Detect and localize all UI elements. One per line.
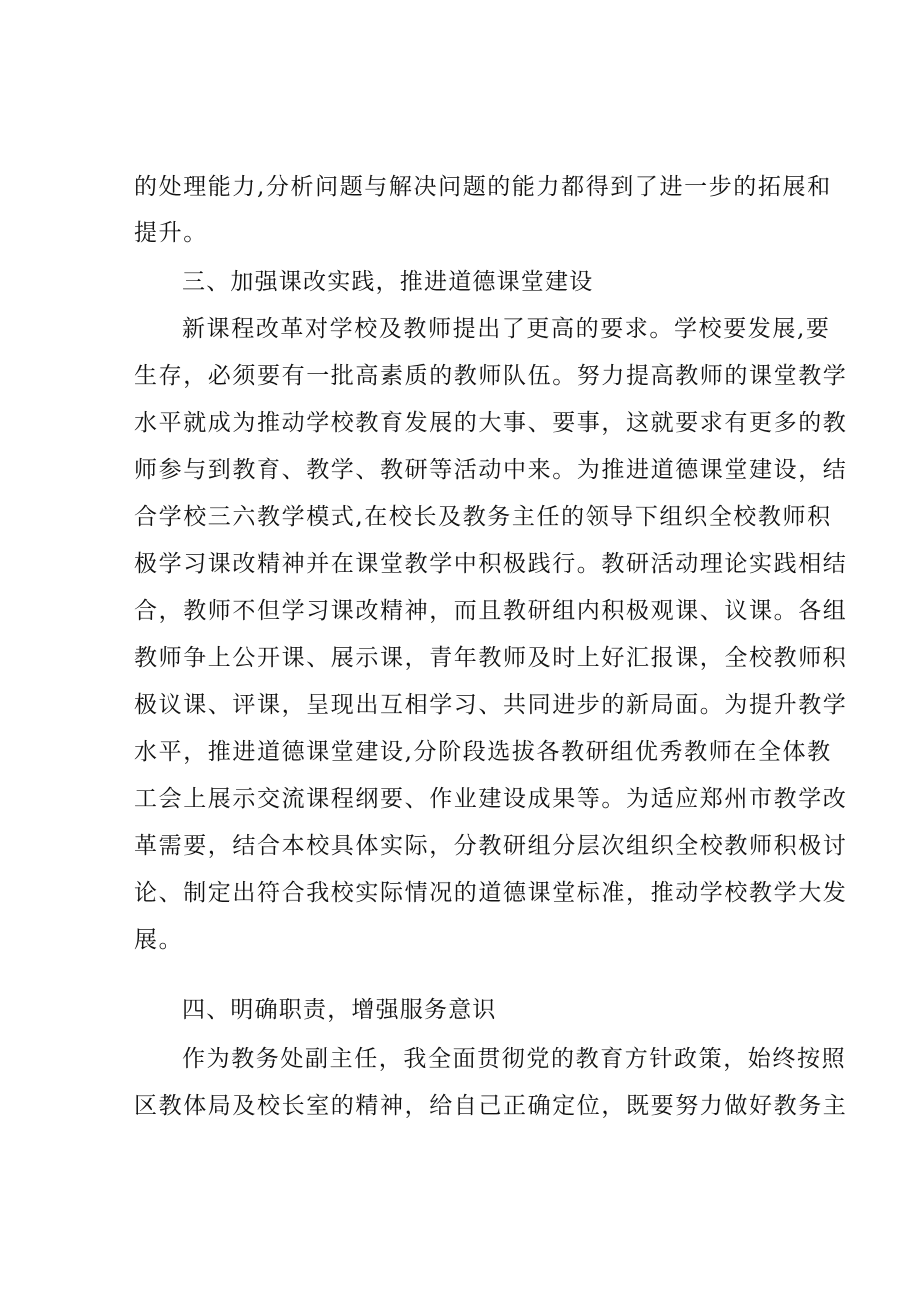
paragraph-line: 极学习课改精神并在课堂教学中积极践行。教研活动理论实践相结	[134, 551, 848, 577]
paragraph-line: 师参与到教育、教学、教研等活动中来。为推进道德课堂建设，结	[134, 457, 848, 483]
paragraph-line: 提升。	[134, 220, 208, 246]
paragraph-line: 极议课、评课，呈现出互相学习、共同进步的新局面。为提升教学	[134, 692, 848, 718]
paragraph-line: 教师争上公开课、展示课，青年教师及时上好汇报课，全校教师积	[134, 645, 848, 671]
paragraph-line: 展。	[134, 927, 184, 953]
paragraph-line: 水平，推进道德课堂建设,分阶段选拔各教研组优秀教师在全体教	[134, 739, 832, 765]
paragraph-line: 合，教师不但学习课改精神，而且教研组内积极观课、议课。各组	[134, 598, 848, 624]
paragraph-line: 新课程改革对学校及教师提出了更高的要求。学校要发展,要	[182, 316, 831, 342]
paragraph-line: 的处理能力,分析问题与解决问题的能力都得到了进一步的拓展和	[134, 174, 832, 200]
paragraph-line: 工会上展示交流课程纲要、作业建设成果等。为适应郑州市教学改	[134, 786, 848, 812]
paragraph-line: 革需要，结合本校具体实际，分教研组分层次组织全校教师积极讨	[134, 833, 848, 859]
section-heading-3: 三、加强课改实践，推进道德课堂建设	[182, 269, 594, 295]
paragraph-line: 水平就成为推动学校教育发展的大事、要事，这就要求有更多的教	[134, 410, 848, 436]
paragraph-line: 作为教务处副主任，我全面贯彻党的教育方针政策，始终按照	[182, 1046, 847, 1072]
paragraph-line: 合学校三六教学模式,在校长及教务主任的领导下组织全校教师积	[134, 504, 832, 530]
paragraph-line: 论、制定出符合我校实际情况的道德课堂标准，推动学校教学大发	[134, 880, 848, 906]
paragraph-line: 生存，必须要有一批高素质的教师队伍。努力提高教师的课堂教学	[134, 363, 848, 389]
section-heading-4: 四、明确职责，增强服务意识	[182, 997, 497, 1023]
paragraph-line: 区教体局及校长室的精神，给自己正确定位，既要努力做好教务主	[134, 1093, 848, 1119]
